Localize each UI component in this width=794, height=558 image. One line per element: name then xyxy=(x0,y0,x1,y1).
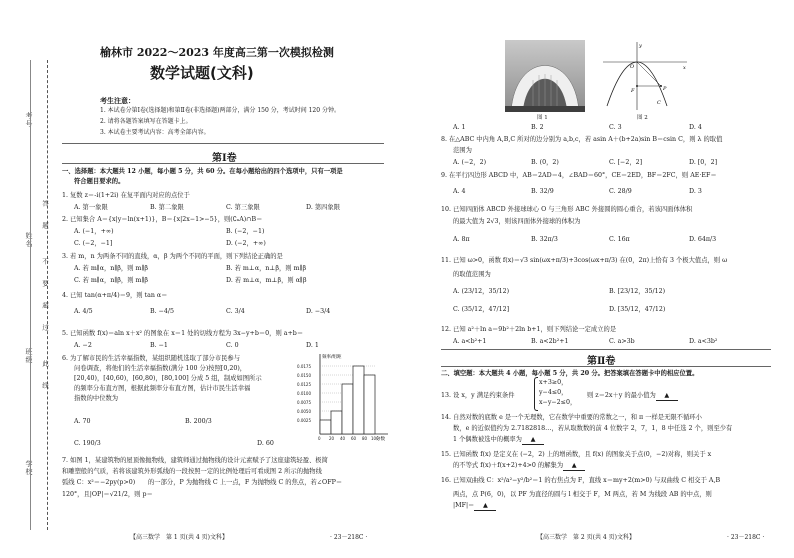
svg-text:x: x xyxy=(683,65,686,71)
question-12: 12. 已知 a²＋ln a＝9b²＋2ln b+1，则下列结论一定成立的是 xyxy=(441,326,617,333)
question-8: 8. 在△ABC 中内角 A,B,C 所对的边分别为 a,b,c，若 asin A＋(b+2a)sin B＝csin C，则 λ 的取值 xyxy=(441,136,723,143)
option: D. (−2，+∞) xyxy=(226,240,266,247)
option: C. (35/12，47/12] xyxy=(453,306,510,313)
svg-text:F: F xyxy=(631,88,635,94)
svg-text:C: C xyxy=(657,100,661,106)
option: A. 1 xyxy=(453,124,466,131)
question-15: 15. 已知函数 f(x) 是定义在 (−2，2) 上的增函数，且 f(x) 的图象关于点(0，−2)对称，则关于 x xyxy=(441,451,712,458)
option: D. [0，2] xyxy=(689,159,718,166)
footer-page-label: 【高三数学 第 1 页(共 4 页)文科】 xyxy=(130,534,228,541)
exam-no-label: 考号 xyxy=(25,112,33,128)
option: C. 0 xyxy=(226,342,239,349)
question-7-line: 和雕塑般的气质，若将该建筑外形弧线的一段按照一定的比例处理后可看成图 2 所示的抛物线 xyxy=(62,468,322,475)
answer-blank[interactable]: ▲ xyxy=(474,502,496,511)
figure-2-caption: 图 2 xyxy=(637,115,648,121)
option: C. 3 xyxy=(609,124,622,131)
part2-instructions: 二、填空题：本大题共 4 小题，每小题 5 分，共 20 分。把答案填在答题卡中的相应位置。 xyxy=(441,370,699,377)
option: A. (23/12，35/12) xyxy=(453,288,510,295)
question-7-curve: 弧线 C：x²＝−2py(p>0) xyxy=(62,479,136,486)
question-7: 7. 如图 1，某建筑物的屋顶像抛物线，建筑师通过抛物线的设计元素赋予了这座建筑轻盈、极简 xyxy=(62,457,328,464)
option: B. 32/9 xyxy=(531,188,554,195)
question-3: 3. 若 m，n 为两条不同的直线，α，β 为两个不同的平面，则下列结论正确的是 xyxy=(62,253,283,260)
option: C. 190/3 xyxy=(74,440,101,447)
x-tick-label: 0 xyxy=(318,436,321,441)
margin-line xyxy=(30,60,31,530)
x-axis-label: 分数 xyxy=(376,437,385,442)
x-tick-label: 100 xyxy=(371,436,379,441)
x-tick-label: 80 xyxy=(362,436,368,441)
option: A. 第一象限 xyxy=(74,204,108,211)
option: A. 8π xyxy=(453,236,470,243)
page-title: 榆林市 2022～2023 年度高三第一次模拟检测 xyxy=(100,46,334,59)
option: B. −4/5 xyxy=(150,308,175,315)
question-16-line: |MF|＝ ▲ xyxy=(453,502,496,511)
question-16-line: 两点，点 P(6，0)，以 PF 为直径的圆与 l 相交于 F，M 两点，若 M 为线段 AB 的中点，则 xyxy=(453,491,712,498)
answer-blank[interactable]: ▲ xyxy=(522,436,544,445)
question-5: 5. 已知函数 f(x)＝aln x＋x² 的图象在 x＝1 处的切线方程为 3x−y+b＝0，则 a+b＝ xyxy=(62,330,304,337)
notice-item: 3. 本试卷主要考试内容：高考全部内容。 xyxy=(100,129,210,136)
part1-instructions-cont: 符合题目要求的。 xyxy=(74,178,125,185)
y-tick-label: 0.0075 xyxy=(297,400,311,405)
option: A. (−1，+∞) xyxy=(74,228,114,235)
option: D. a<3b² xyxy=(689,338,718,345)
constraint: x+3≥0， xyxy=(539,379,568,386)
question-11: 11. 已知 ω>0，函数 f(x)＝√3 sin(ωx+π/3)+3cos(ωx+π/3) 在(0，2π)上恰有 3 个极大值点，则 ω xyxy=(441,257,728,264)
option: B. a<2b²+1 xyxy=(531,338,569,345)
option: A. a<b²+1 xyxy=(453,338,487,345)
option: B. −1 xyxy=(150,342,168,349)
y-tick-label: 0.0125 xyxy=(297,382,311,387)
option: B. 32π/3 xyxy=(531,236,558,243)
footer-code: · 23－218C · xyxy=(330,534,368,541)
question-14-line: 1 个偶数被选中的概率为 ▲ xyxy=(453,436,544,445)
name-label: 姓名 xyxy=(25,232,33,248)
histogram-bar xyxy=(331,411,342,434)
svg-text:O: O xyxy=(630,64,635,70)
option: A. 若 m∥α，n∥β，则 m∥β xyxy=(74,265,148,272)
histogram-bar xyxy=(342,384,353,434)
footer-code: · 23－218C · xyxy=(727,534,765,541)
y-tick-label: 0.0050 xyxy=(297,409,311,414)
option: D. 1 xyxy=(306,342,319,349)
divider xyxy=(62,143,384,144)
option: A. 4 xyxy=(453,188,466,195)
question-1: 1. 复数 z＝-i(1+2i) 在复平面内对应的点位于 xyxy=(62,192,190,199)
question-13-ask: 则 z＝2x＋y 的最小值为 ▲ xyxy=(587,392,678,401)
question-14: 14. 自然对数的底数 e 是一个无理数，它在数学中重要的常数之一，和 π 一样是无限不循环小 xyxy=(441,414,702,421)
option: C. (−2，−1] xyxy=(74,240,113,247)
question-10-line: 的最大值为 2√3，则该四面体外接球的体积为 xyxy=(453,218,581,225)
question-16: 16. 已知双曲线 C：x²/a²−y²/b²＝1 的右焦点为 F，直线 x＝my+2(m>0) 与双曲线 C 相交于 A,B xyxy=(441,477,721,484)
option: D. 64π/3 xyxy=(689,236,717,243)
question-6-line: 指数的中位数为 xyxy=(74,395,119,402)
question-6-line: [20,40)，[40,60)，[60,80)，[80,100] 分成 5 组，制成如图所示 xyxy=(74,375,262,382)
x-tick-label: 40 xyxy=(340,436,346,441)
svg-text:y: y xyxy=(639,43,642,49)
parabola-diagram xyxy=(599,40,689,112)
question-8-line: 范围为 xyxy=(453,147,472,154)
option: C. 第三象限 xyxy=(226,204,260,211)
y-tick-label: 0.0025 xyxy=(297,418,311,423)
seal-line xyxy=(47,60,48,530)
option: B. 2 xyxy=(531,124,544,131)
option: C. 若 m∥α，n∥β，则 m∥β xyxy=(74,277,149,284)
page-1: 考号 姓名 班级 学校 答 题 不 要 超 过 此 线 榆林市 2022～2023 年度高三第一次模拟检测 数学试题(文科) 考生注意： 1. 本试卷分第Ⅰ卷(选择题)和第Ⅱ卷(非选择题)两部分，满分 150 分，考试时间 120 分钟。 2. 请将各题答案填写在答题卡上。 3. 本试卷主要考试内容：高考全部内容。 第Ⅰ卷 一、选择题：本大题共 12 小题，每小题 5 分，共 60 分。在每小题给出的四个选项中，只有一项是 符合题目要求的。 1. 复数 z＝-i(1+2i) 在复平面内对应的点位于 A. 第一象限 B. 第二象限 C. 第三象限 D. 第四象限 2. 已知集合 A＝{x|y＝ln(x+1)}，B＝{x|2x−1>−5}，则(∁ₐA)∩B＝ A. (−1，+∞) B. (−2，−1) C. (−2，−1] D. (−2，+∞) 3. 若 m，n 为两条不同的直线，α，β 为两个不同的平面，则下列结论正确的是 A. 若 m∥α，n∥β，则 m∥β B. 若 m⊥α，n⊥β，则 m∥β C. 若 m∥α，n∥β，则 m∥β D. 若 m⊥α，m⊥β，则 α∥β 4. 已知 tan(α+π/4)＝9，则 tan α＝ A. 4/5 B. −4/5 C. 3/4 D. −3/4 5. 已知函数 f(x)＝aln x＋x² 的图象在 x＝1 处的切线方程为 3x−y+b＝0，则 a+b＝ A. −2 B. −1 C. 0 D. 1 6. 为了解市民的生活幸福指数，某组织随机选取了部分市民参与 问卷调查，将他们的生活幸福指数(满分 100 分)按照[0,20)， [20,40)，[40,60)，[60,80)，[80,100] 分成 5 组，制成如图所示 的频率分布直方图，根据此频率分布直方图，估计市民生活幸福 指数的中位数为 A. 70 B. 200/3 C. 190/3 D. 60 频率/组距 分数 0.0175 0.0150 0.0125 0.0100 0.0075 0.0050 0.0025 0 20 40 60 80 100 7. 如图 1，某建筑物的屋顶像抛物线，建筑师通过抛物线的设计元素赋予了这座建筑轻盈、极简 和雕塑般的气质，若将该建筑外形弧线的一段按照一定的比例处理后可看成图 2 所示的抛物线 弧线 C：x²＝−2py(p>0) 的一部分，P 为抛物线 C 上一点，F 为抛物线 C 的焦点，若∠OFP＝ 120°，且|OP|＝√21/2，则 p＝ 【高三数学 第 1 页(共 4 页)文科】 · 23－218C · xyxy=(0,0,397,558)
class-label: 班级 xyxy=(25,348,33,364)
page-2 xyxy=(397,0,794,558)
option: A. −2 xyxy=(74,342,92,349)
y-tick-label: 0.0100 xyxy=(297,391,311,396)
question-13: 13. 设 x，y 满足约束条件 xyxy=(441,392,515,399)
figure-1-caption: 图 1 xyxy=(537,115,548,121)
y-axis-label: 频率/组距 xyxy=(322,355,342,360)
histogram-bar xyxy=(320,420,331,434)
notice-item: 1. 本试卷分第Ⅰ卷(选择题)和第Ⅱ卷(非选择题)两部分，满分 150 分，考试时间 120 分钟。 xyxy=(100,107,340,114)
y-tick-label: 0.0175 xyxy=(297,364,311,369)
svg-text:P: P xyxy=(663,86,667,92)
option: C. a>3b xyxy=(609,338,635,345)
question-6-line: 的频率分布直方图，根据此频率分布直方图，估计市民生活幸福 xyxy=(74,385,251,392)
divider xyxy=(62,163,384,164)
subject-title: 数学试题(文科) xyxy=(150,64,254,82)
option: D. [35/12，47/12) xyxy=(609,306,666,313)
option: C. 28/9 xyxy=(609,188,632,195)
option: C. [−2，2] xyxy=(609,159,643,166)
part1-instructions: 一、选择题：本大题共 12 小题，每小题 5 分，共 60 分。在每小题给出的四个选项中，只有一项是 xyxy=(62,168,343,175)
question-7-line: 120°，且|OP|＝√21/2，则 p＝ xyxy=(62,491,153,498)
question-2: 2. 已知集合 A＝{x|y＝ln(x+1)}，B＝{x|2x−1>−5}，则(∁ₐA)∩B＝ xyxy=(62,216,263,223)
constraint: x−y−2≤0， xyxy=(539,399,577,406)
x-tick-label: 20 xyxy=(329,436,335,441)
divider xyxy=(441,349,771,350)
option: D. 4 xyxy=(689,124,702,131)
question-15-line: 的不等式 f(x)＋f(x+2)+4>0 的解集为 ▲ xyxy=(453,462,585,471)
y-tick-label: 0.0150 xyxy=(297,373,311,378)
option: C. 3/4 xyxy=(226,308,245,315)
x-tick-label: 60 xyxy=(351,436,357,441)
option: B. 200/3 xyxy=(185,418,212,425)
option: C. 16π xyxy=(609,236,630,243)
answer-blank[interactable]: ▲ xyxy=(563,462,585,471)
option: B. 第二象限 xyxy=(150,204,184,211)
option: D. 60 xyxy=(257,440,274,447)
frequency-histogram xyxy=(296,350,390,442)
option: A. (−2，2) xyxy=(453,159,487,166)
divider xyxy=(441,366,771,367)
part1-heading: 第Ⅰ卷 xyxy=(212,153,237,164)
histogram-bar xyxy=(364,375,375,434)
notice-item: 2. 请将各题答案填写在答题卡上。 xyxy=(100,118,192,125)
option: B. 若 m⊥α，n⊥β，则 m∥β xyxy=(226,265,307,272)
question-6-line: 问卷调查，将他们的生活幸福指数(满分 100 分)按照[0,20)， xyxy=(74,365,247,372)
notice-heading: 考生注意： xyxy=(100,96,135,105)
question-6: 6. 为了解市民的生活幸福指数，某组织随机选取了部分市民参与 xyxy=(62,355,241,362)
option: A. 70 xyxy=(74,418,91,425)
option: A. 4/5 xyxy=(74,308,93,315)
answer-blank[interactable]: ▲ xyxy=(656,392,678,401)
constraint: y−4≤0， xyxy=(539,389,568,396)
footer-page-label: 【高三数学 第 2 页(共 4 页)文科】 xyxy=(537,534,635,541)
question-7-line: 的一部分，P 为抛物线 C 上一点，F 为抛物线 C 的焦点，若∠OFP＝ xyxy=(148,479,343,486)
option: B. [23/12，35/12) xyxy=(609,288,666,295)
question-9: 9. 在平行四边形 ABCD 中，AB＝2AD＝4，∠BAD＝60°，CE＝2ED，BF＝2FC，则 AE·EF＝ xyxy=(441,172,717,179)
option: D. 若 m⊥α，m⊥β，则 α∥β xyxy=(226,277,307,284)
question-14-line: 数，e 的近似值约为 2.7182818…，若从取数数的前 4 位数字 2，7，1，8 中任选 2 个，则至少有 xyxy=(453,425,733,432)
brace xyxy=(534,377,538,411)
building-photo xyxy=(505,40,585,112)
option: D. 第四象限 xyxy=(306,204,341,211)
question-4: 4. 已知 tan(α+π/4)＝9，则 tan α＝ xyxy=(62,292,168,299)
school-label: 学校 xyxy=(25,460,33,476)
question-10: 10. 已知四面体 ABCD 外接球球心 O 与三角形 ABC 外接圆的圆心重合，若该四面体体积 xyxy=(441,206,693,213)
option: B. (−2，−1) xyxy=(226,228,265,235)
option: D. −3/4 xyxy=(306,308,331,315)
part2-heading: 第Ⅱ卷 xyxy=(587,356,616,367)
option: B. (0，2) xyxy=(531,159,559,166)
option: D. 3 xyxy=(689,188,702,195)
question-11-line: 的取值范围为 xyxy=(453,271,491,278)
histogram-bar xyxy=(353,366,364,434)
